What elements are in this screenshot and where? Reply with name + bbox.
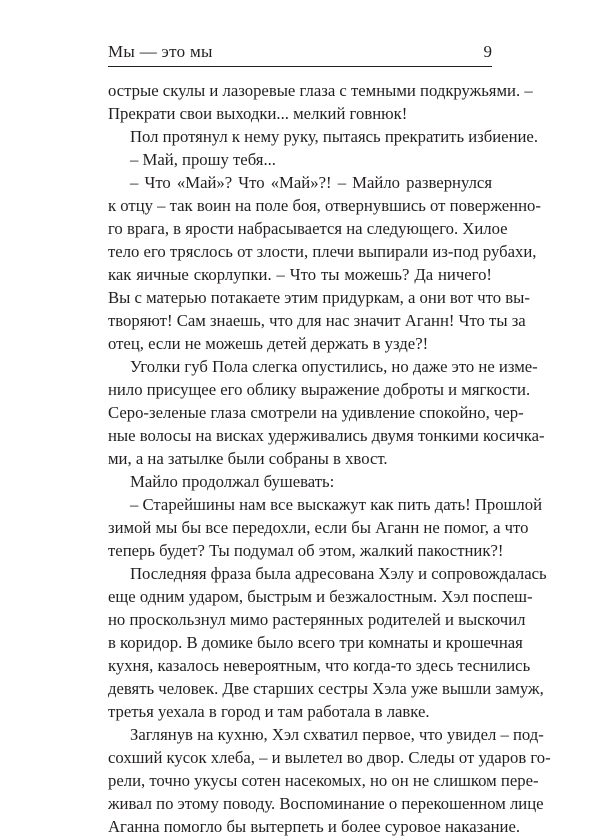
- text-line: девять человек. Две старших сестры Хэла уже вышли замуж,: [108, 679, 544, 698]
- text-line: в коридор. В домике было всего три комнаты и крошечная: [108, 633, 523, 652]
- text-line: Майло продолжал бушевать:: [130, 472, 335, 491]
- text-line: отец, если не можешь детей держать в узде?!: [108, 334, 429, 353]
- text-line: Серо-зеленые глаза смотрели на удивление спокойно, чер-: [108, 403, 524, 422]
- text-line: живал по этому поводу. Воспоминание о перекошенном лице: [108, 794, 544, 813]
- text-line: – Старейшины нам все выскажут как пить дать! Прошлой: [130, 495, 543, 514]
- page-number: 9: [483, 42, 492, 61]
- text-line: – Май, прошу тебя...: [130, 150, 276, 169]
- running-header: [108, 42, 492, 66]
- text-line: теперь будет? Ты подумал об этом, жалкий пакостник?!: [108, 541, 504, 560]
- text-line: третья уехала в город и там работала в лавке.: [108, 702, 430, 721]
- text-line: тело его тряслось от злости, плечи выпирали из-под рубахи,: [108, 242, 537, 261]
- text-line: Уголки губ Пола слегка опустились, но даже это не изме-: [130, 357, 538, 376]
- text-line: сохший кусок хлеба, – и вылетел во двор. Следы от ударов го-: [108, 748, 551, 767]
- text-line: рели, точно укусы сотен насекомых, но он не слишком пере-: [108, 771, 539, 790]
- header-divider: [108, 66, 492, 67]
- text-line: к отцу – так воин на поле боя, отвернувшись от поверженно-: [108, 196, 541, 215]
- text-line: Аганна помогло бы вытерпеть и более суровое наказание.: [108, 817, 521, 836]
- running-header-title: Мы — это мы: [108, 42, 213, 61]
- body-text: [108, 79, 551, 838]
- text-line: Пол протянул к нему руку, пытаясь прекратить избиение.: [130, 127, 539, 146]
- text-line: нило присущее его облику выражение доброты и мягкости.: [108, 380, 531, 399]
- text-line: – Что «Май»? Что «Май»?! – Майло развернулся: [130, 173, 492, 192]
- text-line: Прекрати свои выходки... мелкий говнюк!: [108, 104, 408, 123]
- text-line: Вы с матерью потакаете этим придуркам, а они вот что вы-: [108, 288, 530, 307]
- text-line: ные волосы на висках удерживались двумя тонкими косичка-: [108, 426, 545, 445]
- text-line: острые скулы и лазоревые глаза с темными подкружьями. –: [108, 81, 533, 100]
- text-line: кухня, казалось невероятным, что когда-то здесь теснились: [108, 656, 531, 675]
- text-line: го врага, в ярости набрасывается на следующего. Хилое: [108, 219, 508, 238]
- text-line: Последняя фраза была адресована Хэлу и сопровождалась: [130, 564, 547, 583]
- text-line: еще одним ударом, быстрым и безжалостным. Хэл поспеш-: [108, 587, 533, 606]
- text-line: Заглянув на кухню, Хэл схватил первое, что увидел – под-: [130, 725, 544, 744]
- text-line: творяют! Сам знаешь, что для нас значит Аганн! Что ты за: [108, 311, 526, 330]
- text-line: как яичные скорлупки. – Что ты можешь? Да ничего!: [108, 265, 492, 284]
- text-line: но проскользнул мимо растерянных родителей и выскочил: [108, 610, 526, 629]
- text-line: ми, а на затылке были собраны в хвост.: [108, 449, 388, 468]
- text-line: зимой мы бы все передохли, если бы Аганн не помог, а что: [108, 518, 529, 537]
